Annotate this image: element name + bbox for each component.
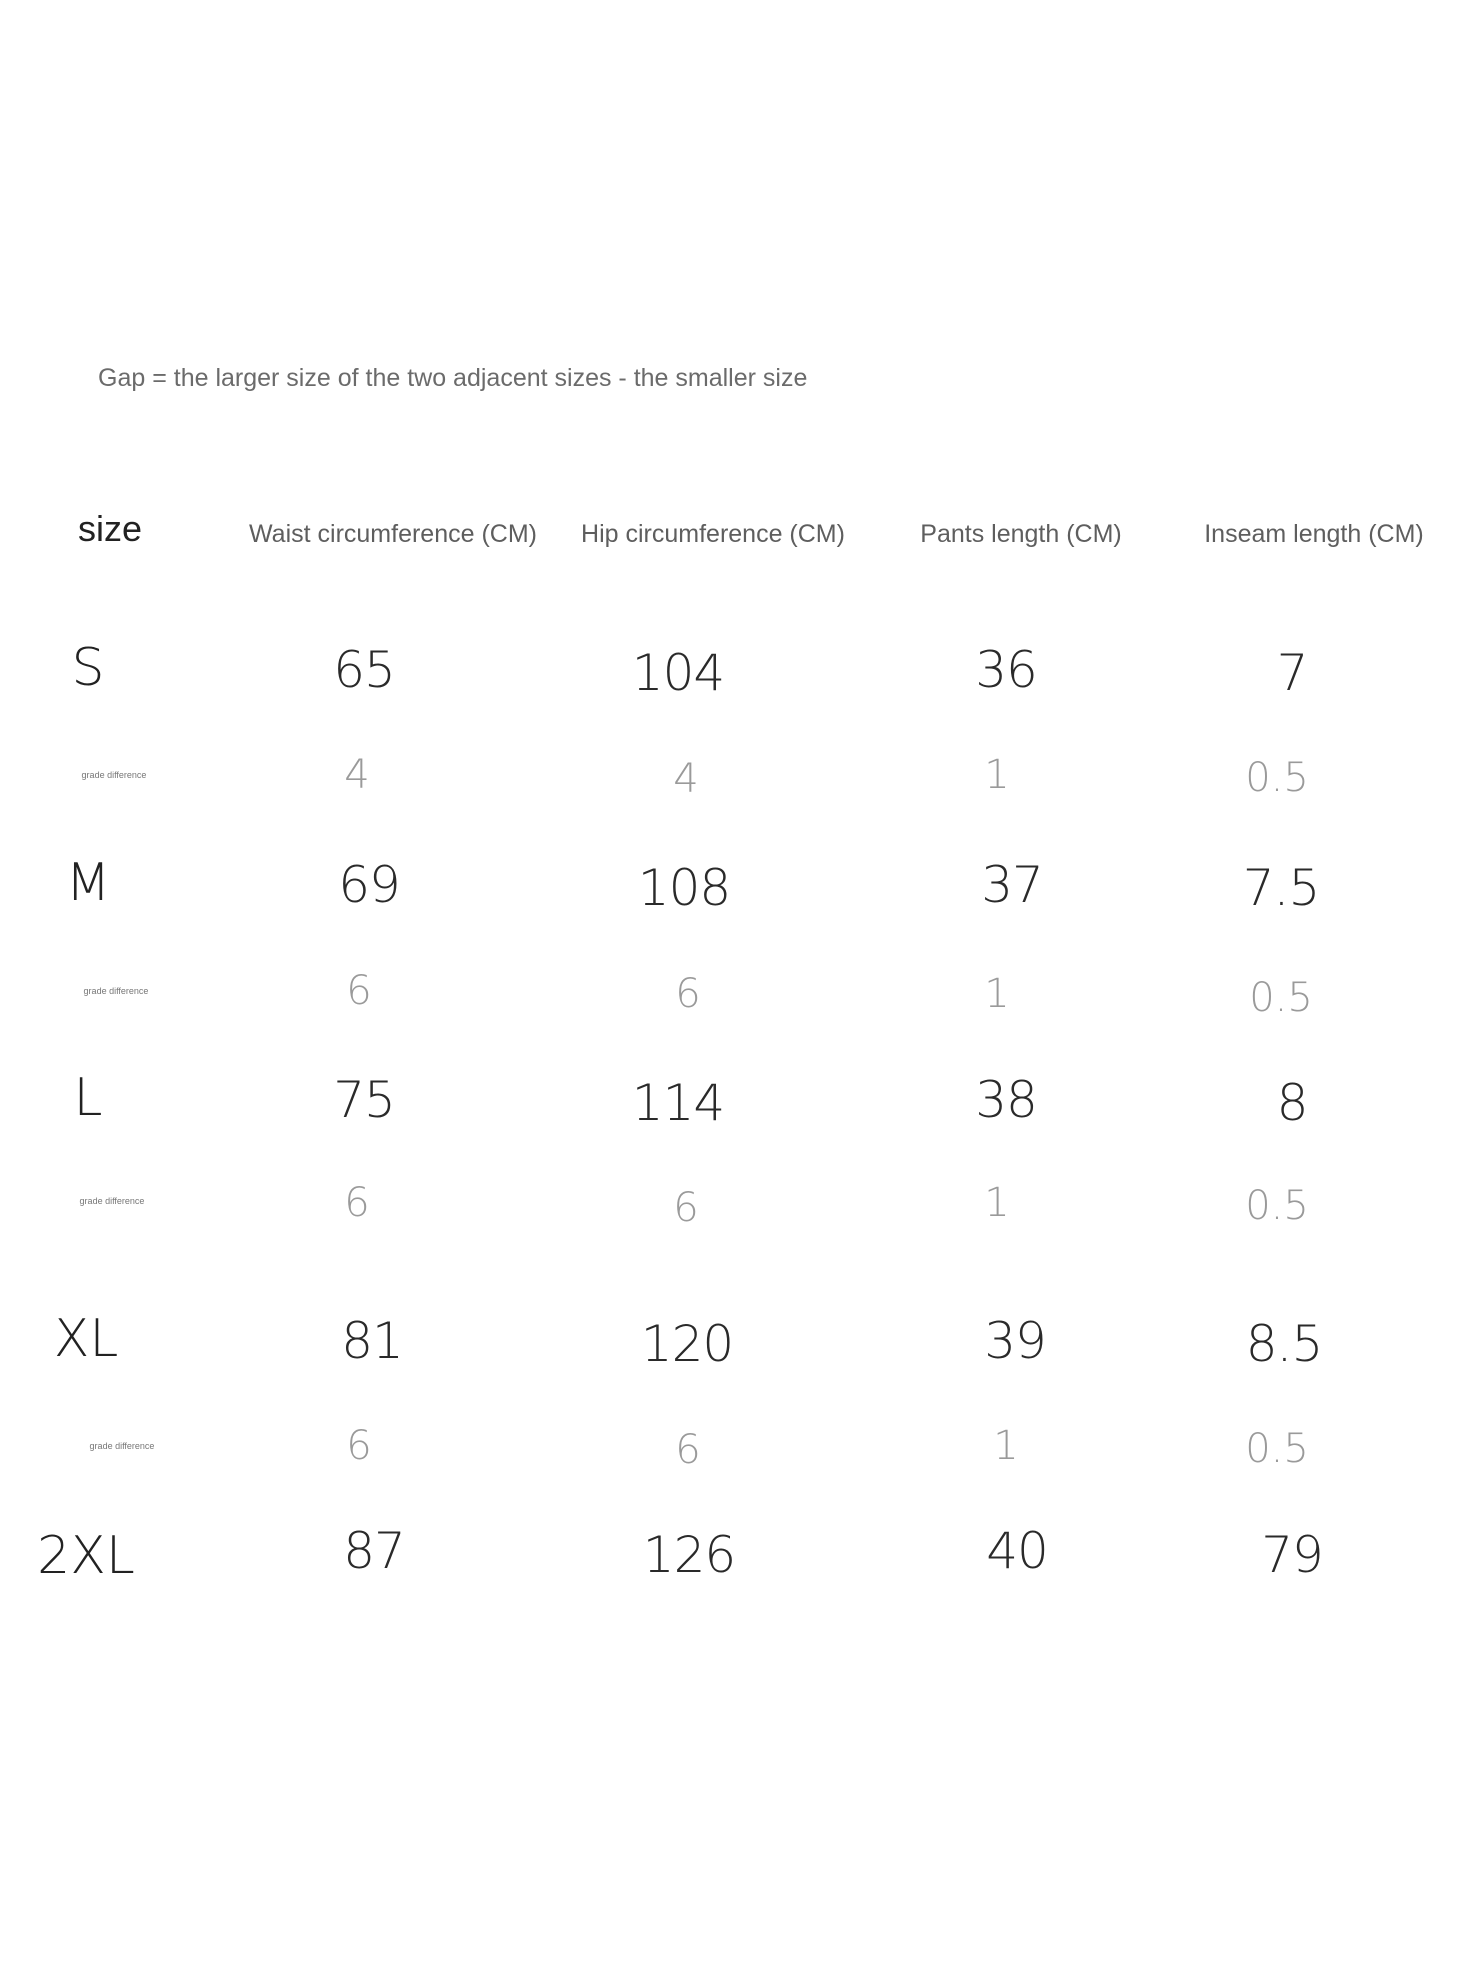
waist-grade-difference: 4 xyxy=(344,752,370,798)
header-inseam-length: Inseam length (CM) xyxy=(1204,520,1424,548)
waist-grade-difference: 6 xyxy=(344,1180,370,1226)
pants-length-value: 38 xyxy=(975,1071,1037,1129)
inseam-length-grade-difference: 0.5 xyxy=(1249,975,1313,1021)
header-pants-length: Pants length (CM) xyxy=(920,520,1122,548)
waist-grade-difference: 6 xyxy=(346,1423,372,1469)
header-size: size xyxy=(77,508,143,549)
inseam-length-value: 79 xyxy=(1261,1526,1323,1584)
grade-difference-label: grade difference xyxy=(79,1196,145,1206)
pants-length-grade-difference: 1 xyxy=(984,971,1010,1017)
size-label: L xyxy=(73,1068,103,1128)
pants-length-grade-difference: 1 xyxy=(993,1423,1019,1469)
size-label: 2XL xyxy=(37,1526,135,1586)
hip-value: 120 xyxy=(640,1315,734,1373)
pants-length-value: 39 xyxy=(984,1312,1046,1370)
hip-value: 126 xyxy=(642,1526,736,1584)
header-hip: Hip circumference (CM) xyxy=(581,520,845,548)
inseam-length-grade-difference: 0.5 xyxy=(1245,755,1309,801)
waist-value: 65 xyxy=(333,641,395,699)
pants-length-value: 37 xyxy=(981,856,1043,914)
pants-length-grade-difference: 1 xyxy=(984,752,1010,798)
hip-value: 114 xyxy=(631,1074,725,1132)
grade-difference-label: grade difference xyxy=(81,770,147,780)
pants-length-value: 36 xyxy=(975,641,1037,699)
waist-value: 75 xyxy=(333,1071,395,1129)
inseam-length-value: 7 xyxy=(1276,644,1308,702)
size-label: XL xyxy=(53,1309,119,1369)
inseam-length-value: 8 xyxy=(1276,1074,1308,1132)
inseam-length-grade-difference: 0.5 xyxy=(1245,1426,1309,1472)
waist-value: 81 xyxy=(341,1312,403,1370)
waist-grade-difference: 6 xyxy=(346,968,372,1014)
waist-value: 87 xyxy=(343,1522,405,1580)
hip-value: 108 xyxy=(637,859,731,917)
grade-difference-label: grade difference xyxy=(89,1441,155,1451)
hip-grade-difference: 4 xyxy=(673,756,699,802)
header-waist: Waist circumference (CM) xyxy=(249,520,537,548)
size-label: M xyxy=(65,853,111,913)
inseam-length-value: 8.5 xyxy=(1245,1315,1323,1373)
pants-length-grade-difference: 1 xyxy=(984,1180,1010,1226)
pants-length-value: 40 xyxy=(986,1522,1048,1580)
hip-grade-difference: 6 xyxy=(675,1427,701,1473)
hip-grade-difference: 6 xyxy=(673,1185,699,1231)
waist-value: 69 xyxy=(338,856,400,914)
gap-note: Gap = the larger size of the two adjacent sizes - the smaller size xyxy=(98,364,808,392)
hip-value: 104 xyxy=(631,644,725,702)
hip-grade-difference: 6 xyxy=(675,971,701,1017)
inseam-length-grade-difference: 0.5 xyxy=(1245,1183,1309,1229)
size-label: S xyxy=(71,638,105,698)
grade-difference-label: grade difference xyxy=(83,986,149,996)
inseam-length-value: 7.5 xyxy=(1242,859,1320,917)
